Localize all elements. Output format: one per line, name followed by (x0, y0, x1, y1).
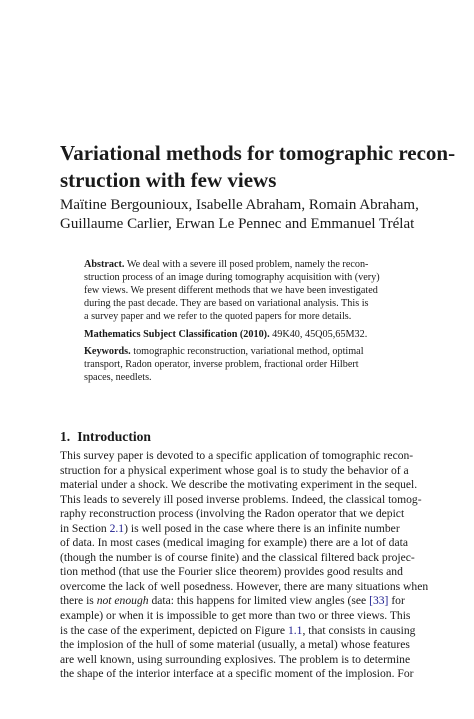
section-heading (60, 429, 151, 445)
keywords-text-1: tomographic reconstruction, variational method, optimal (130, 346, 364, 358)
body-line: struction for a physical experiment whose goal is to study the behavior of a (60, 463, 409, 477)
msc-value: 49K40, 45Q05,65M32. (269, 328, 368, 340)
abstract-label: Abstract. (84, 259, 125, 270)
body-line: the implosion of the hull of some material (usually, a metal) whose features (60, 638, 410, 652)
body-line: raphy reconstruction process (involving the Radon operator that we depict (60, 507, 405, 521)
body-text: there is (60, 594, 97, 608)
body-text: , that consists in causing (302, 623, 416, 637)
section-number: 1. (60, 429, 71, 444)
paper-title (60, 140, 456, 194)
title-line-2: struction with few views (60, 168, 277, 192)
authors-line-1: Maïtine Bergounioux, Isabelle Abraham, Romain Abraham, (60, 197, 419, 213)
body-line: example) or when it is impossible to get more than two or three views. This (60, 609, 411, 623)
body-line (60, 594, 420, 609)
body-line: overcome the lack of well posedness. However, there are many situations when (60, 579, 429, 593)
citation-link[interactable]: [33] (369, 594, 389, 608)
body-line: material under a shock. We describe the motivating experiment in the sequel. (60, 478, 418, 492)
body-line: This survey paper is devoted to a specific application of tomographic recon- (60, 449, 414, 462)
abstract-line-3: few views. We present different methods that we have been investigated (84, 284, 378, 296)
title-line-1: Variational methods for tomographic recon- (60, 141, 456, 165)
body-line: of data. In most cases (medical imaging for example) there are a lot of data (60, 536, 408, 550)
body-line: This leads to severely ill posed inverse problems. Indeed, the classical tomog- (60, 492, 422, 506)
abstract-line-2: struction process of an image during tomography acquisition with (very) (84, 271, 380, 283)
body-paragraph (60, 449, 429, 682)
section-ref-link[interactable]: 2.1 (109, 521, 125, 535)
body-line: are well known, using surrounding explosives. The problem is to determine (60, 652, 411, 666)
figure-ref-link[interactable]: 1.1 (287, 623, 303, 637)
body-text: in Section (60, 521, 110, 535)
abstract-text-1: We deal with a severe ill posed problem, namely the recon- (124, 259, 369, 270)
keywords-label: Keywords. (84, 346, 131, 358)
keywords-line-2: transport, Radon operator, inverse problem, fractional order Hilbert (84, 359, 359, 371)
msc-label: Mathematics Subject Classification (2010). (84, 328, 270, 340)
authors-line-2: Guillaume Carlier, Erwan Le Pennec and Emmanuel Trélat (60, 216, 415, 232)
body-text: ) is well posed in the case where there is an infinite number (124, 521, 400, 535)
body-line: (though the number is of course finite) and the classical filtered back projec- (60, 550, 415, 564)
abstract-line-5: a survey paper and we refer to the quoted papers for more details. (84, 310, 352, 322)
body-line: tion method (that use the Fourier slice theorem) provides good results and (60, 565, 403, 579)
abstract-line-1 (84, 259, 424, 272)
body-line (60, 522, 420, 537)
body-line (60, 624, 420, 639)
abstract-section (84, 259, 424, 385)
keywords-line-1 (84, 346, 424, 359)
author-list (60, 196, 440, 234)
body-text: for (388, 594, 405, 608)
section-title: Introduction (77, 429, 151, 444)
body-text: is the case of the experiment, depicted on Figure (60, 623, 288, 637)
msc-line (84, 329, 424, 342)
abstract-line-4: during the past decade. They are based on variational analysis. This is (84, 297, 369, 309)
emphasis-text: not enough (96, 594, 149, 608)
body-text: data: this happens for limited view angles (see (148, 594, 370, 608)
body-line: the shape of the interior interface at a specific moment of the implosion. For (60, 667, 414, 681)
keywords-line-3: spaces, needlets. (84, 372, 152, 384)
